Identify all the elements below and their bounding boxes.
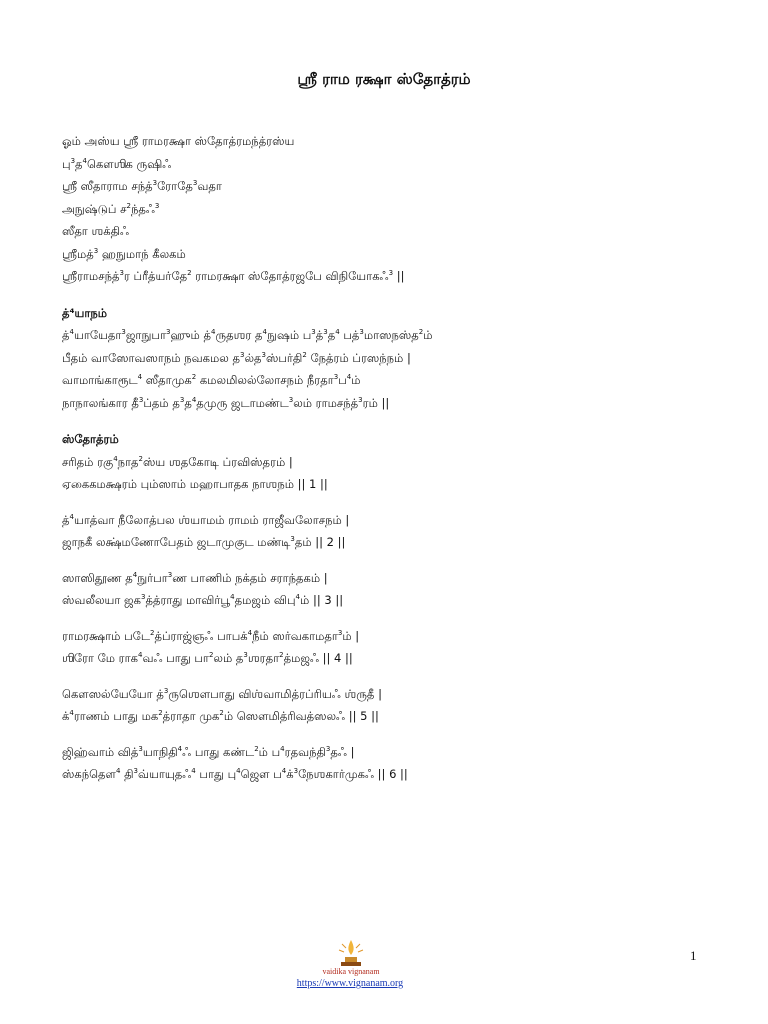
verse-line: ஜஹவம வத$^3$யநத$^4$ஃ பத கணட$^2$ம ப$^4$ரதவநத$^3$தஃ | [62, 744, 355, 759]
verse-line: ஜநக லகமணபதம ஜடமகட மணட$^3$தம || 2 || [62, 535, 346, 549]
vaidika-vignanam-logo [296, 938, 406, 978]
text-line: வமஙகரட$^4$ ஸதமக$^2$ கமலமலலலசநம நரத$^3$ப$^4$ம [62, 373, 361, 387]
verse-line: ஸவலலய ஜக$^3$ததரத மவரப$^4$தமஜம வப$^4$ம || 3 || [62, 593, 344, 607]
text-line: ஶரமசநத$^3$ர பரதயரத$^2$ ரமரக ஸததரஜப வநயகஃ$^3$ || [62, 269, 405, 283]
verse-line: ஶர ம ரக$^4$வஃ பத ப$^2$லம த$^3$ஶரத$^2$தமஜஃ || 4 || [62, 651, 353, 665]
text-line: அநஷடப ச$^2$நதஃ$^3$ [62, 201, 160, 216]
page-number: 1 [690, 948, 697, 963]
verse-line: க$^4$ரணம பத மக$^2$தரத மக$^2$ம ஸமதரவதஸலஃ || 5 || [62, 709, 379, 723]
verse-line: கஸலயய த$^3$ரஶபத வஶவமதரபரயஃ ஶரத | [62, 686, 382, 701]
verse [62, 741, 742, 786]
stotram-heading: ஸ்தோத்ரம் [62, 432, 119, 446]
text-line: ப$^3$த$^4$கஶக ரஷஃ [62, 156, 172, 171]
intro-block [62, 130, 742, 288]
verse-line: ஸகநத$^4$ த$^3$வயயதஃ$^4$ பத ப$^4$ஜ ப$^4$க$^3$நஶகரமகஃ || 6 || [62, 767, 408, 781]
document-body [62, 130, 742, 786]
verse [62, 451, 742, 496]
verse [62, 683, 742, 728]
verse-line: த$^4$யதவ நலதபல ஶயமம ரமம ரஜவலசநம | [62, 512, 350, 527]
text-line: ஶ ஸதரம சநத$^3$ரத$^3$வத [62, 179, 222, 193]
text-line: ஸீதா ஶக்திஃ [62, 224, 130, 238]
verse-line: ரமரகம பட$^2$தபரஜஞஃ பபக$^4$நம ஸரவகமத$^3$ம | [62, 628, 360, 643]
verse-line: ஸஸதண த$^4$நரப$^3$ண பணம நகதம சரநதகம | [62, 570, 328, 585]
footer-url-link[interactable]: https://www.vignanam.org [296, 978, 404, 989]
text-line: நநலஙகர த$^3$பதம த$^3$த$^4$தமர ஜடமணட$^3$லம ரமசநத$^3$ரம || [62, 395, 390, 410]
text-line: ஶமத$^3$ ஹநமந கலகம [62, 246, 186, 261]
text-line: ஓம் அஸ்ய ஶ்ரீ ராமரக்ஷா ஸ்தோத்ரமந்த்ரஸ்ய [62, 134, 295, 148]
verse [62, 509, 742, 554]
dhyanam-block [62, 324, 742, 414]
lamp-icon [339, 940, 363, 966]
page-title: ஶ்ரீ ராம ரக்ஷா ஸ்தோத்ரம் [297, 70, 471, 88]
verse-line: ஏகைகமக்ஷரம் பும்ஸாம் மஹாபாதக நாஶநம் || 1 || [62, 477, 328, 491]
verse [62, 625, 742, 670]
logo-text: vaidika vignanam [322, 967, 380, 976]
dhyanam-heading: த்⁴யாநம் [62, 305, 108, 320]
text-line: த$^4$யயத$^3$ஜநப$^3$ஹம த$^4$ரதஶர த$^4$நஷம ப$^3$த$^3$த$^4$ பத$^3$மஸநஸத$^2$ம [62, 328, 433, 342]
text-line: பதம வஸவஸநம நவகமல த$^3$லத$^3$ஸபரத$^2$ நதரம பரஸநநம | [62, 350, 411, 365]
verse [62, 567, 742, 612]
verse-line: சரதம ரக$^4$நத$^2$ஸய ஶதகட பரவஸதரம | [62, 454, 293, 469]
